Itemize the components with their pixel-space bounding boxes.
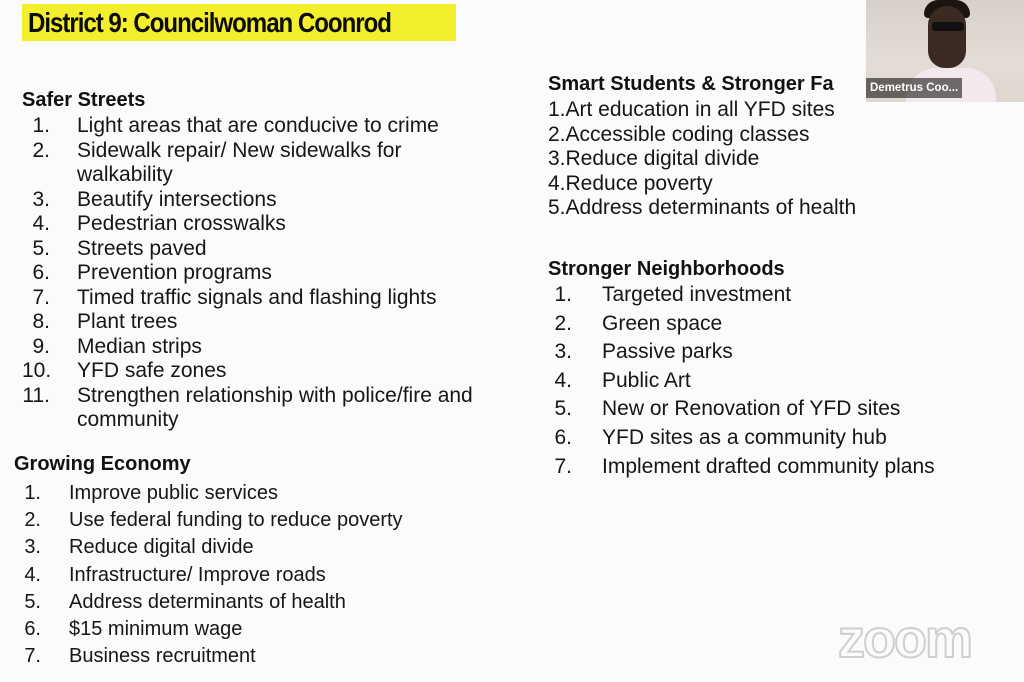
list-item-text: Improve public services	[69, 482, 278, 504]
list-item-number: 6.	[24, 618, 41, 641]
list-item-number: 7.	[32, 285, 50, 309]
list-item-text: $15 minimum wage	[69, 618, 243, 641]
list-item	[14, 534, 494, 561]
list-item-number: 3.	[32, 187, 50, 211]
list-item-text: Accessible coding classes	[565, 122, 810, 146]
list-item-number: 4.	[32, 212, 50, 235]
list-item	[22, 335, 502, 360]
list-item-number: 1.	[32, 114, 50, 137]
list-item-text: Reduce digital divide	[565, 147, 760, 170]
participant-name-label: Demetrus Coo...	[866, 78, 962, 98]
list-item	[548, 338, 1008, 367]
participant-video-tile[interactable]	[866, 0, 1024, 102]
list-item-text: Address determinants of health	[69, 590, 346, 613]
list-item	[14, 643, 494, 670]
list-item	[548, 310, 1008, 339]
list-item	[22, 384, 502, 433]
list-item-text: Public Art	[602, 368, 691, 392]
section-safer-streets	[22, 89, 502, 433]
list-item-number: 3.	[24, 536, 41, 559]
list-item-number: 5.	[554, 397, 572, 421]
list-item-number: 6.	[32, 261, 50, 284]
list-item-number: 8.	[32, 310, 50, 333]
section-growing-economy	[14, 453, 494, 670]
list-item	[548, 367, 1008, 396]
list-item-number: 7.	[24, 645, 41, 668]
list-item-number: 6.	[554, 425, 572, 449]
numbered-list	[14, 480, 494, 670]
list-item-number: 5.	[548, 196, 566, 219]
list-item-text: Art education in all YFD sites	[565, 98, 835, 121]
list-item	[22, 237, 502, 262]
list-item-number: 2.	[554, 311, 572, 335]
section-smart-students	[548, 73, 888, 96]
list-item-text: Timed traffic signals and flashing lights	[77, 285, 437, 309]
list-item-text: Infrastructure/ Improve roads	[69, 563, 326, 586]
participant-avatar	[928, 6, 966, 68]
list-item-text: Pedestrian crosswalks	[77, 212, 286, 235]
participant-glasses	[932, 22, 964, 31]
list-item-text: Plant trees	[77, 310, 178, 333]
list-item-number: 10.	[22, 359, 52, 382]
list-item-text: Light areas that are conducive to crime	[77, 114, 439, 137]
list-item-number: 2.	[548, 122, 566, 146]
list-item	[22, 310, 502, 335]
list-item-text: Use federal funding to reduce poverty	[69, 509, 403, 532]
list-item-number: 1.	[24, 482, 41, 504]
list-item-text: Reduce digital divide	[69, 536, 254, 559]
list-item-number: 1.	[554, 283, 572, 306]
list-item	[548, 424, 1008, 453]
list-item-number: 1.	[548, 98, 566, 121]
list-item	[14, 480, 494, 507]
list-item-number: 5.	[24, 590, 41, 613]
slide-title-banner	[22, 4, 456, 41]
list-item	[548, 453, 1008, 482]
list-item-number: 2.	[32, 138, 50, 162]
slide-title: District 9: Councilwoman Coonrod	[28, 6, 391, 38]
list-item	[548, 147, 988, 172]
list-item-number: 4.	[548, 171, 566, 195]
list-item-text: Streets paved	[77, 236, 207, 260]
list-item-text: YFD safe zones	[77, 359, 227, 382]
list-item-number: 4.	[24, 563, 41, 586]
list-item-text: Median strips	[77, 334, 202, 358]
list-item	[548, 123, 988, 148]
list-item-number: 2.	[24, 509, 41, 532]
section-heading: Safer Streets	[22, 89, 146, 111]
list-item	[548, 172, 988, 197]
list-item-text: Implement drafted community plans	[602, 454, 935, 478]
numbered-list	[548, 281, 1008, 481]
section-heading: Stronger Neighborhoods	[548, 258, 785, 280]
section-stronger-neighborhoods	[548, 258, 1008, 481]
section-smart-students-list	[548, 98, 988, 221]
list-item	[14, 589, 494, 616]
list-item-text: Green space	[602, 311, 723, 335]
list-item	[14, 616, 494, 643]
list-item-text: YFD sites as a community hub	[602, 425, 887, 449]
list-item-number: 9.	[32, 334, 50, 358]
list-item-text: Prevention programs	[77, 261, 272, 284]
list-item	[548, 196, 988, 221]
list-item	[14, 562, 494, 589]
list-item	[22, 114, 502, 139]
list-item	[22, 188, 502, 213]
list-item	[22, 212, 502, 237]
list-item	[14, 507, 494, 534]
list-item-number: 3.	[554, 340, 572, 364]
list-item-text: Beautify intersections	[77, 187, 277, 211]
list-item-text: Passive parks	[602, 340, 733, 364]
numbered-list	[22, 114, 502, 433]
list-item-number: 11.	[22, 383, 50, 407]
list-item-text: Targeted investment	[602, 283, 792, 306]
list-item-text: Reduce poverty	[565, 171, 713, 195]
section-heading: Growing Economy	[14, 453, 191, 475]
list-item-text: Sidewalk repair/ New sidewalks for walkability	[77, 138, 402, 186]
list-item	[548, 395, 1008, 424]
list-item	[22, 359, 502, 384]
section-heading: Smart Students & Stronger Fa	[548, 73, 834, 95]
list-item-text: New or Renovation of YFD sites	[602, 397, 901, 421]
numbered-list	[548, 98, 988, 221]
list-item-text: Business recruitment	[69, 645, 256, 668]
list-item	[22, 139, 502, 188]
list-item	[22, 286, 502, 311]
list-item-text: Strengthen relationship with police/fire and community	[77, 383, 473, 431]
list-item-text: Address determinants of health	[565, 196, 857, 219]
list-item-number: 7.	[554, 454, 572, 478]
list-item-number: 5.	[32, 236, 50, 260]
list-item-number: 3.	[548, 147, 566, 170]
list-item	[548, 281, 1008, 310]
list-item	[22, 261, 502, 286]
zoom-watermark: zoom	[838, 609, 971, 669]
list-item-number: 4.	[554, 368, 572, 392]
